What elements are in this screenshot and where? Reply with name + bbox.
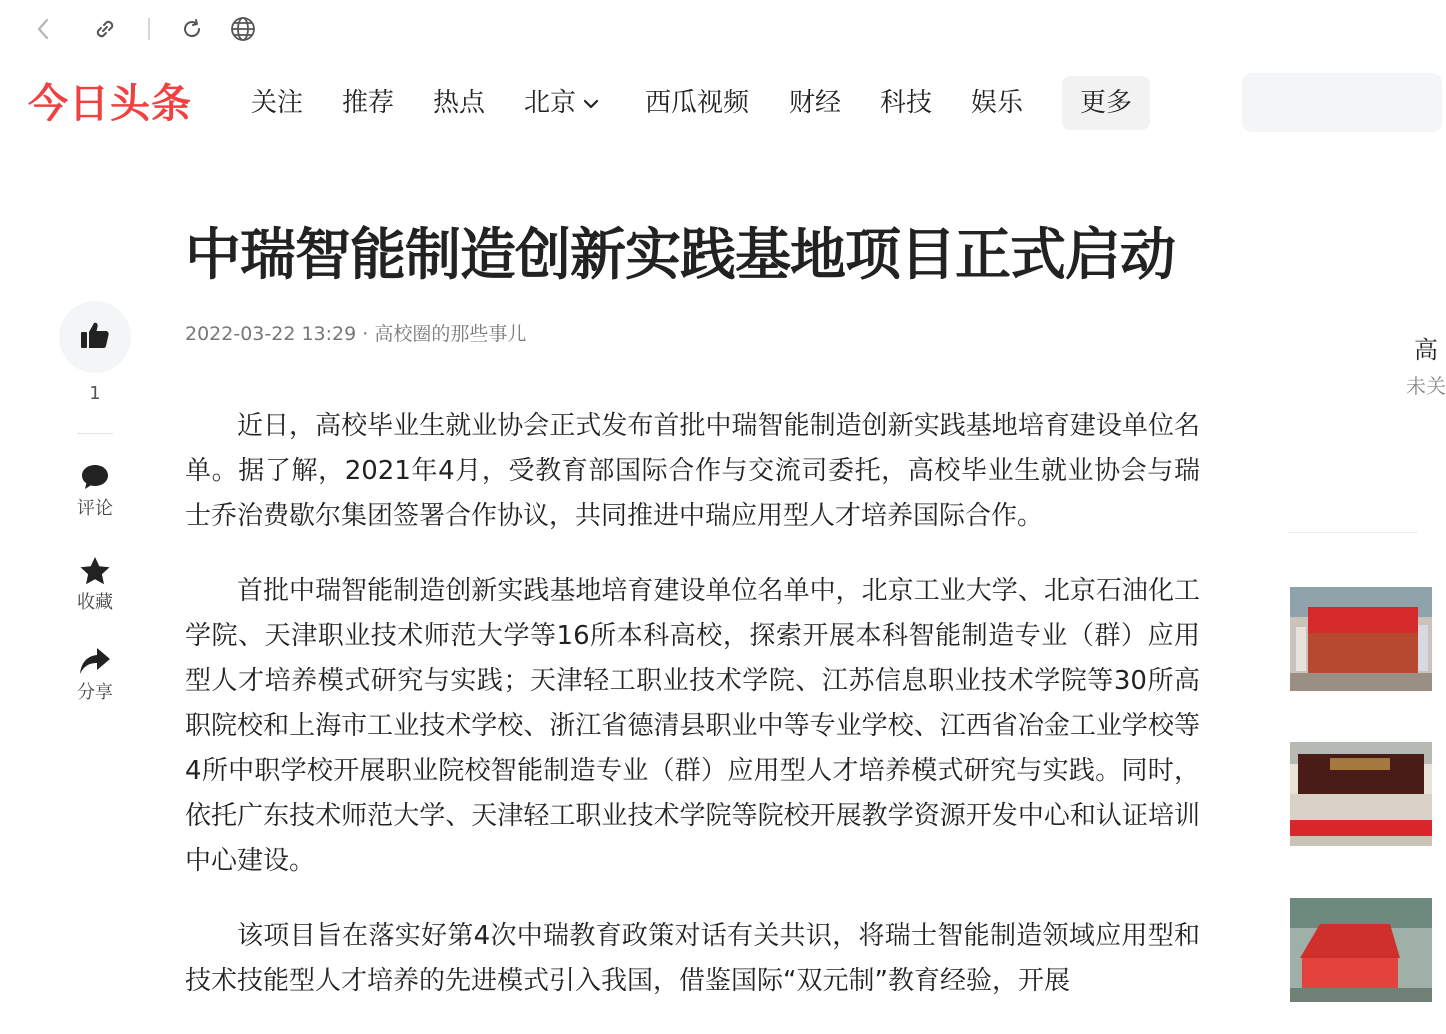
nav-item-more[interactable]: 更多 [1062,76,1150,130]
nav-item-xigua-video[interactable]: 西瓜视频 [645,88,750,118]
reload-icon[interactable] [177,14,207,44]
article-title: 中瑞智能制造创新实践基地项目正式启动 [185,223,1175,288]
thumbs-up-icon [80,321,110,353]
globe-icon[interactable] [228,14,258,44]
comment-icon [59,462,131,492]
share-icon [59,646,131,676]
related-article-thumbnail[interactable] [1290,587,1432,691]
comment-label: 评论 [77,498,113,519]
related-article-thumbnail[interactable] [1290,898,1432,1002]
author-name[interactable]: 高 [1414,336,1438,364]
comment-button[interactable] [59,462,131,520]
back-icon[interactable] [28,14,58,44]
article-body [185,404,1200,1034]
chevron-down-icon [582,75,600,129]
rail-divider [77,433,113,434]
author-follow-status: 未关 [1406,374,1446,398]
browser-toolbar [0,0,1434,58]
related-article-thumbnail[interactable] [1290,742,1432,846]
nav-item-hot[interactable]: 热点 [433,88,486,118]
link-icon[interactable] [90,14,120,44]
share-button[interactable] [59,646,131,704]
like-count: 1 [89,383,101,404]
nav-item-follow[interactable]: 关注 [251,88,304,118]
site-logo[interactable]: 今日头条 [28,81,192,127]
toolbar-separator [148,18,150,40]
like-button[interactable] [59,301,131,373]
favorite-button[interactable] [59,556,131,614]
nav-item-beijing[interactable] [524,76,600,130]
share-label: 分享 [77,682,113,703]
nav-item-beijing-label: 北京 [524,88,577,118]
nav-item-entertainment[interactable]: 娱乐 [971,88,1024,118]
article-paragraph: 近日，高校毕业生就业协会正式发布首批中瑞智能制造创新实践基地培育建设单位名单。据了解，2021年4月，受教育部国际合作与交流司委托，高校毕业生就业协会与瑞士乔治费歇尔集团签署合作协议，共同推进中瑞应用型人才培养国际合作。 [185,411,1200,531]
article-paragraph: 首批中瑞智能制造创新实践基地培育建设单位名单中，北京工业大学、北京石油化工学院、天津职业技术师范大学等16所本科高校，探索开展本科智能制造专业（群）应用型人才培养模式研究与实践；天津轻工职业技术学院、江苏信息职业技术学院等30所高职院校和上海市工业技术学校、浙江省德清县职业中等专业学校、江西省冶金工业学校等4所中职学校开展职业院校智能制造专业（群）应用型人才培养模式研究与实践。同时，依托广东技术师范大学、天津轻工职业技术学院等院校开展教学资源开发中心和认证培训中心建设。 [185,576,1200,876]
article-meta: 2022-03-22 13:29 · 高校圈的那些事儿 [185,323,527,345]
star-icon [59,556,131,586]
nav-item-tech[interactable]: 科技 [880,88,933,118]
search-input[interactable] [1242,73,1442,132]
nav-item-recommend[interactable]: 推荐 [342,88,395,118]
favorite-label: 收藏 [77,592,113,613]
nav-item-finance[interactable]: 财经 [789,88,842,118]
sidebar-divider [1288,532,1418,533]
article-paragraph: 该项目旨在落实好第4次中瑞教育政策对话有关共识，将瑞士智能制造领域应用型和技术技能型人才培养的先进模式引入我国，借鉴国际“双元制”教育经验，开展 [185,921,1200,996]
